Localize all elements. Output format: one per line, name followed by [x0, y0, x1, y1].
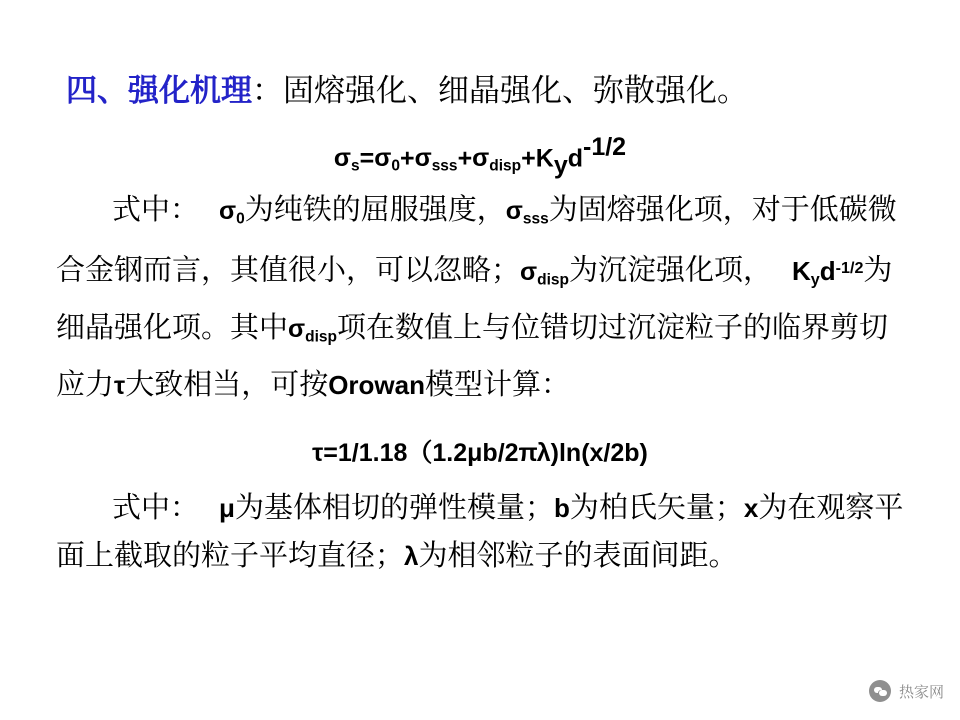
paragraph1-text-2: 为固熔强化项，对于低碳微合金钢而言，其值很小，可以忽略； [56, 194, 897, 287]
formula1-plus-k: +K [521, 144, 554, 173]
paragraph1-text-7: 模型计算： [425, 369, 571, 402]
paragraph1-lead: 式中： [112, 194, 200, 226]
watermark-label: 热家网 [898, 683, 944, 701]
symbol-sigma-0: $\sigma_0$ [219, 197, 245, 228]
symbol-x: x [743, 493, 759, 523]
symbol-sigma-sss: $\sigma_{sss}$ [505, 197, 549, 228]
formula1-d-exponent: -1/2 [583, 133, 627, 161]
paragraph2-text-4: 为相邻粒子的表面间距。 [418, 540, 738, 572]
paragraph2-text-2: 为柏氏矢量； [569, 492, 744, 524]
paragraph1-text-4: 为细晶强化项。其中 [56, 254, 893, 344]
page-title-rest: 固熔强化、细晶强化、弥散强化。 [283, 73, 748, 108]
symbol-b: b [553, 493, 570, 523]
formula1-sigma-disp: $\sigma_{disp}$ [472, 144, 522, 175]
paragraph2-lead: 式中： [112, 492, 200, 524]
formula-orowan: τ=1/1.18（1.2μb/2πλ)ln(x/2b) [312, 439, 648, 467]
paragraph1-text-6: 大致相当，可按 [125, 369, 329, 402]
term-orowan: Orowan [328, 370, 425, 401]
page-title [66, 72, 748, 109]
formula1-sigma-s: $\sigma_s$ [333, 144, 360, 175]
page-title-accent: 四、强化机理 [66, 73, 252, 108]
paragraph1-text-5: 项在数值上与位错切过沉淀粒子的临界剪切应力 [56, 311, 889, 402]
wechat-logo-icon [869, 680, 891, 702]
paragraph1-text-1: 为纯铁的屈服强度， [244, 194, 506, 226]
formula1-equals: = [359, 144, 375, 173]
formula1-plus-2: + [457, 144, 473, 173]
symbol-sigma-disp-2: $\sigma_{disp}$ [288, 314, 337, 346]
paragraph1-text-3: 为沉淀强化项， [569, 254, 773, 287]
symbol-kyd: $K_yd^{-1/2}$ [792, 255, 864, 289]
formula1-sigma-0: $\sigma_0$ [374, 144, 400, 175]
page-title-colon: ： [252, 73, 283, 108]
symbol-sigma-disp-1: $\sigma_{disp}$ [520, 257, 569, 288]
watermark [869, 680, 944, 702]
formula-strength-sum [0, 133, 960, 180]
paragraph-definitions-2 [56, 484, 916, 580]
formula1-k-subscript: y [553, 151, 568, 180]
symbol-tau: τ [114, 372, 126, 401]
formula1-plus-1: + [399, 144, 415, 173]
symbol-mu: μ [219, 493, 235, 523]
paragraph-definitions-1 [56, 186, 916, 410]
formula1-d: d [567, 144, 583, 173]
paragraph2-text-1: 为基体相切的弹性模量； [234, 492, 554, 524]
formula1-sigma-sss: $\sigma_{sss}$ [414, 144, 458, 175]
paragraph2-text-3: 为在观察平面上截取的粒子平均直径； [56, 492, 904, 572]
symbol-lambda: λ [404, 541, 419, 571]
